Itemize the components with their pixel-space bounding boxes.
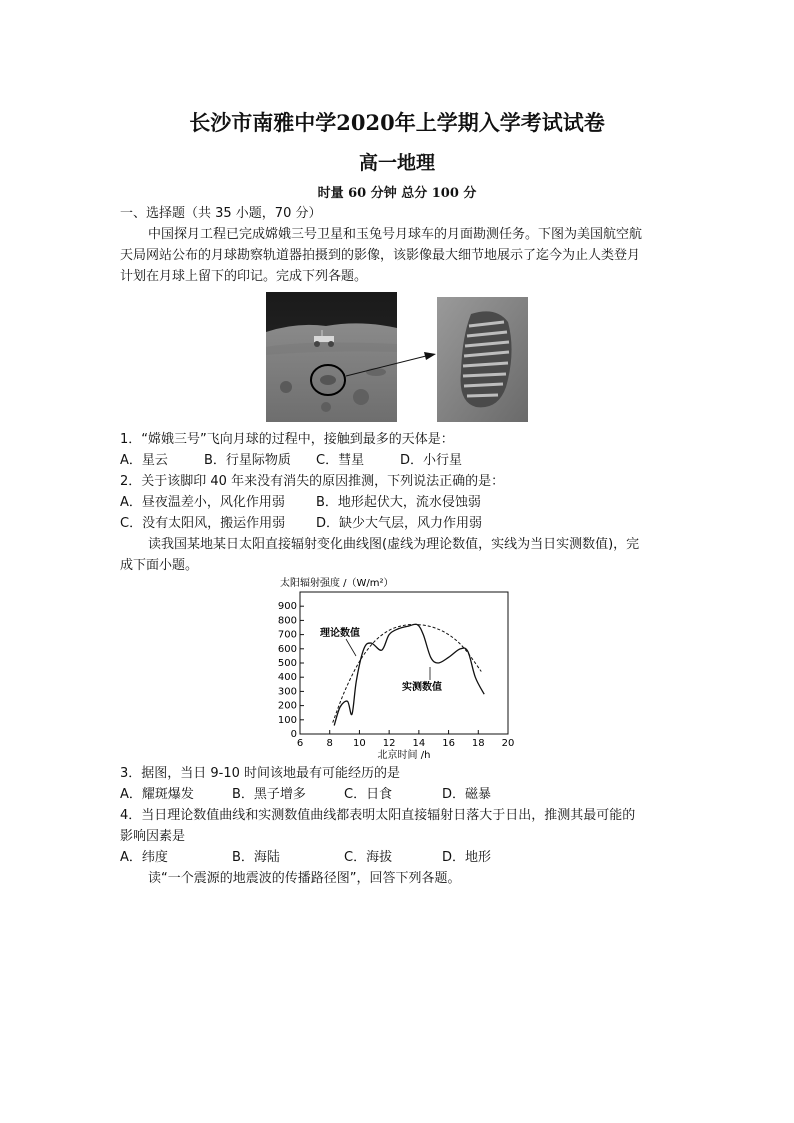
- x-tick-label: 6: [296, 738, 304, 749]
- intro-line-2: 天局网站公布的月球勘察轨道器拍摄到的影像，该影像最大细节地展示了迄今为止人类登月: [120, 248, 641, 263]
- section2-intro-2: 成下面小题。: [120, 558, 199, 573]
- q2-option-c[interactable]: C．没有太阳风，搬运作用弱: [120, 516, 286, 531]
- series-line-theoretical: [333, 624, 482, 722]
- lunar-landscape-photo: [266, 292, 397, 422]
- y-tick-label: 800: [277, 615, 297, 627]
- question-4-stem-2: 影响因素是: [120, 829, 186, 844]
- q4-option-c[interactable]: C．海拔: [344, 850, 393, 865]
- question-1-stem: 1．“嫦娥三号”飞向月球的过程中，接触到最多的天体是：: [120, 432, 454, 447]
- question-4-stem-1: 4．当日理论数值曲线和实测数值曲线都表明太阳直接辐射日落大于日出，推测其最可能的: [120, 808, 636, 823]
- q4-option-a[interactable]: A．纬度: [120, 850, 168, 865]
- solar-radiation-chart: [270, 572, 520, 762]
- q1-option-d[interactable]: D．小行星: [400, 453, 463, 468]
- lunar-photos-figure: [266, 292, 528, 422]
- question-3-stem: 3．据图，当日 9-10 时间该地最有可能经历的是: [120, 766, 401, 781]
- footprint-photo: [437, 297, 528, 422]
- chart-ylabel: 太阳辐射强度 /（W/m²）: [280, 578, 394, 589]
- x-tick-label: 8: [326, 738, 333, 749]
- exam-subject: 高一地理: [358, 152, 435, 174]
- x-tick-label: 20: [501, 738, 515, 749]
- y-tick-label: 200: [277, 700, 297, 712]
- y-tick-label: 900: [277, 601, 297, 613]
- chart-annotation-measured: 实测数值: [402, 682, 442, 693]
- intro-line-1: 中国探月工程已完成嫦娥三号卫星和玉兔号月球车的月面勘测任务。下图为美国航空航: [148, 227, 643, 242]
- x-tick-label: 10: [353, 738, 366, 749]
- annotation-leader-theoretical: [346, 639, 356, 656]
- q3-option-d[interactable]: D．磁暴: [442, 787, 492, 802]
- section-heading: 一、选择题（共 35 小题，70 分）: [120, 206, 322, 221]
- intro-line-3: 计划在月球上留下的印记。完成下列各题。: [120, 269, 368, 284]
- q1-option-a[interactable]: A．星云: [120, 453, 168, 468]
- q3-option-a[interactable]: A．耀斑爆发: [120, 787, 194, 802]
- section3-intro: 读“一个震源的地震波的传播路径图”，回答下列各题。: [148, 871, 461, 886]
- chart-annotation-theoretical: 理论数值: [320, 628, 360, 639]
- q4-option-b[interactable]: B．海陆: [232, 850, 280, 865]
- y-tick-label: 500: [277, 658, 297, 669]
- section2-intro-1: 读我国某地某日太阳直接辐射变化曲线图(虚线为理论数值，实线为当日实测数值)，完: [148, 537, 640, 552]
- q2-option-b[interactable]: B．地形起伏大，流水侵蚀弱: [316, 495, 481, 510]
- chart-frame: [300, 592, 508, 734]
- y-tick-label: 400: [277, 672, 297, 684]
- q1-option-c[interactable]: C．彗星: [316, 453, 365, 468]
- q3-option-b[interactable]: B．黑子增多: [232, 787, 306, 802]
- chart-xlabel: 北京时间 /h: [377, 750, 431, 761]
- q2-option-d[interactable]: D．缺少大气层，风力作用弱: [316, 516, 483, 531]
- x-tick-label: 12: [382, 738, 396, 749]
- q3-option-c[interactable]: C．日食: [344, 787, 393, 802]
- x-tick-label: 14: [412, 738, 426, 749]
- y-tick-label: 300: [277, 686, 297, 698]
- q4-option-d[interactable]: D．地形: [442, 850, 492, 865]
- y-tick-label: 0: [290, 729, 297, 740]
- y-tick-label: 100: [277, 714, 297, 726]
- q2-option-a[interactable]: A．昼夜温差小，风化作用弱: [120, 495, 285, 510]
- x-tick-label: 18: [471, 738, 485, 749]
- y-tick-label: 700: [277, 629, 297, 641]
- exam-meta: 时量 60 分钟 总分 100 分: [317, 186, 477, 201]
- q1-option-b[interactable]: B．行星际物质: [204, 453, 291, 468]
- question-2-stem: 2．关于该脚印 40 年来没有消失的原因推测，下列说法正确的是：: [120, 474, 505, 489]
- series-line-measured: [334, 624, 484, 725]
- y-tick-label: 600: [277, 643, 297, 655]
- x-tick-label: 16: [442, 738, 455, 749]
- exam-title: 长沙市南雅中学2020年上学期入学考试试卷: [189, 110, 605, 135]
